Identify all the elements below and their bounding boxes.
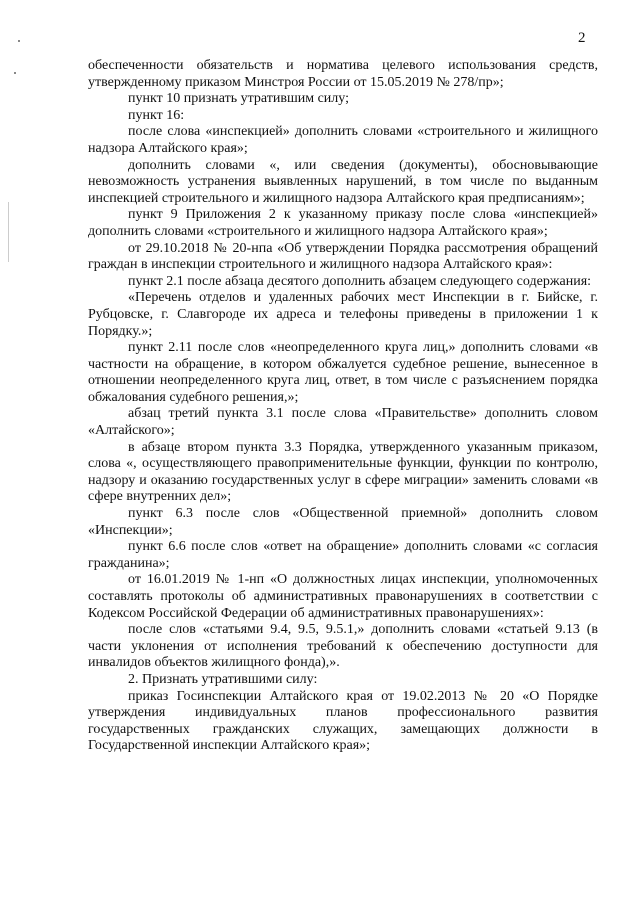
page-number: 2 <box>578 30 586 46</box>
paragraph: пункт 6.3 после слов «Общественной приемной» дополнить словом «Инспекции»; <box>88 506 598 538</box>
paragraph: пункт 10 признать утратившим силу; <box>128 91 349 107</box>
document-body <box>88 58 598 755</box>
paragraph: приказ Госинспекции Алтайского края от 19.02.2013 № 20 «О Порядке утверждения индивидуальных планов профессионального развития государственных гражданских служащих, замещающих должности в Государственной инспекции Алтайского края»; <box>88 688 598 754</box>
paragraph: абзац третий пункта 3.1 после слова «Правительстве» дополнить словом «Алтайского»; <box>88 406 598 439</box>
paragraph: пункт 16: <box>128 107 185 123</box>
paragraph: «Перечень отделов и удаленных рабочих мест Инспекции в г. Бийске, г. Рубцовске, г. Славгороде их адреса и телефоны приведены в приложении 1 к Порядку.»; <box>88 290 598 339</box>
scan-mark <box>18 40 20 42</box>
paragraph: пункт 6.6 после слов «ответ на обращение» дополнить словами «с согласия гражданина»; <box>88 539 598 571</box>
paragraph: обеспеченности обязательств и норматива целевого использования средств, утвержденному приказом Минстроя России от 15.05.2019 № 278/пр»; <box>88 58 598 90</box>
paragraph: от 29.10.2018 № 20-нпа «Об утверждении Порядка рассмотрения обращений граждан в инспекции строительного и жилищного надзора Алтайского края»: <box>88 240 598 273</box>
scan-mark <box>14 72 16 74</box>
scan-mark <box>8 202 9 262</box>
paragraph: после слов «статьями 9.4, 9.5, 9.5.1,» дополнить словами «статьей 9.13 (в части уклонения от исполнения требований к обеспечению доступности для инвалидов объектов жилищного фонда),». <box>88 622 598 671</box>
paragraph: в абзаце втором пункта 3.3 Порядка, утвержденного указанным приказом, слова «, осуществляющего правоприменительные функции, функции по контролю, надзору и оказанию государственных услуг в сфере миграции» заменить словами «в сфере внутренних дел»; <box>88 439 598 505</box>
paragraph: 2. Признать утратившими силу: <box>128 671 318 687</box>
paragraph: пункт 9 Приложения 2 к указанному приказу после слова «инспекцией» дополнить словами «строительного и жилищного надзора Алтайского края»; <box>88 207 598 239</box>
paragraph: дополнить словами «, или сведения (документы), обосновывающие невозможность устранения выявленных нарушений, в том числе по выданным инспекцией строительного и жилищного надзора Алтайского края предписаниям»; <box>88 157 598 206</box>
paragraph: пункт 2.1 после абзаца десятого дополнить абзацем следующего содержания: <box>128 273 592 289</box>
paragraph: от 16.01.2019 № 1-нп «О должностных лицах инспекции, уполномоченных составлять протоколы об административных правонарушениях в соответствии с Кодексом Российской Федерации об административных правонарушениях»: <box>88 572 598 621</box>
paragraph: после слова «инспекцией» дополнить словами «строительного и жилищного надзора Алтайского края»; <box>88 124 598 156</box>
paragraph: пункт 2.11 после слов «неопределенного круга лиц,» дополнить словами «в частности на обращение, в котором обжалуется судебное решение, вынесенное в отношении неопределенного круга лиц, ответ, в том числе с разъяснением порядка обжалования судебного решения,»; <box>88 340 598 405</box>
